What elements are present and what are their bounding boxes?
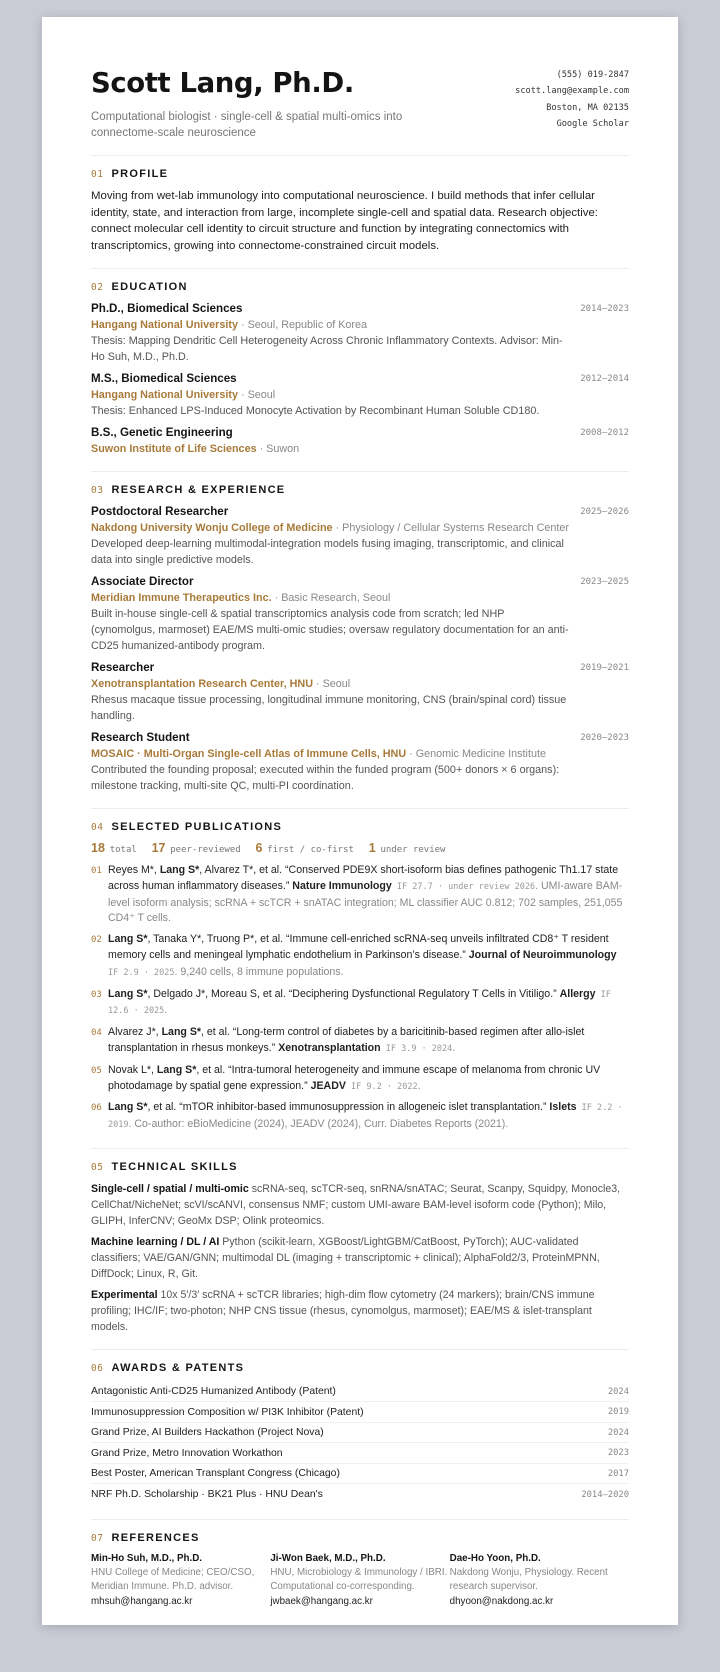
publication-number: 03 [91,989,102,1000]
reference-desc: HNU College of Medicine; CEO/CSO, Meridian Immune. Ph.D. advisor. [91,1567,255,1593]
reference-desc: HNU, Microbiology & Immunology / IBRI. Computational co-corresponding. [270,1567,448,1593]
award-row [91,1382,629,1403]
author-self: Lang S* [161,1026,202,1039]
skill-group [91,1181,629,1229]
stat-label: under review [380,845,446,855]
award-row [91,1402,629,1423]
description: Developed deep-learning multimodal-integration models fusing imaging, transcriptomic, and clinical data into single predictive models. [91,538,564,566]
journal: Allergy [559,987,596,1000]
authors-title: , Tanaka Y*, Truong P*, et al. “Immune cell-enriched scRNA-seq unveils infiltrated CD8⁺ T resident memory cells and meningeal lymphatic endothelium in Parkinson’s disease.” [108,933,609,961]
skill-group [91,1287,629,1335]
award-row [91,1423,629,1444]
date-range: 2019–2021 [580,663,629,673]
section-title: PROFILE [111,168,169,180]
experience-entry [91,504,629,568]
institution: Xenotransplantation Research Center, HNU [91,678,313,690]
section-number: 07 [91,1532,104,1544]
date-range: 2025–2026 [580,507,629,517]
impact-factor: IF 2.2 · 2019 [108,1103,623,1131]
skill-list: scRNA-seq, scTCR-seq, snRNA/snATAC; Seurat, Scanpy, Squidpy, Monocle3, CellChat/NicheNet; scVI/scANVI, consensus NMF; custom UMI-aware BAM-level isoform code (Python); Milo, GLIPH, InferCNV; GeoMx DSP; Olink proteomics. [91,1182,621,1227]
profile-text: Moving from wet-lab immunology into computational neuroscience. I build methods that infer cellular identity, state, and interaction from large, incomplete single-cell and spatial data. Research objective: connect molecular cell identity to circuit structure and function by integrating connectomics with transcriptomics, growing into connectome-constrained circuit models. [91,190,598,252]
person-name: Scott Lang, Ph.D. [91,67,354,99]
reference-card [91,1552,270,1609]
description: Built in-house single-cell & spatial transcriptomics analysis code from scratch; led NHP (cynomolgus, marmoset) EAE/MS multi-omic studies; oversaw regulatory documentation for an anti-CD25 humanized-antibody program. [91,608,569,652]
experience-entry [91,574,629,654]
date-range: 2012–2014 [580,374,629,384]
authors-title: , Delgado J*, Moreau S, et al. “Deciphering Dysfunctional Regulatory T Cells in Vitiligo.” [147,987,560,1000]
phone: (555) 019-2847 [556,70,629,80]
description: Contributed the founding proposal; executed within the funded program (500+ donors × 6 organs): milestone tracking, multi-site QC, multi-PI coordination. [91,764,560,792]
award-name: Grand Prize, Metro Innovation Workathon [91,1447,283,1459]
education-entry [91,371,629,419]
thesis: Thesis: Enhanced LPS-Induced Monocyte Activation by Recombinant Human Soluble CD180. [91,405,540,417]
reference-name: Dae-Ho Yoon, Ph.D. [449,1552,541,1564]
tagline: Computational biologist · single-cell & spatial multi-omics into connectome-scale neuroscience [91,111,403,139]
education-entry [91,425,629,457]
awards-list [91,1382,629,1505]
author-self: Lang S* [108,1101,148,1114]
date-range: 2023–2025 [580,577,629,587]
publication-item [91,1100,629,1134]
role: Postdoctoral Researcher [91,505,229,518]
role: Associate Director [91,575,194,588]
journal: Islets [549,1101,577,1114]
authors-title: , et al. “Long-term control of diabetes by a baricitinib-based regimen after allo-islet transplantation in rhesus monkeys.” [108,1026,585,1054]
section-number: 06 [91,1362,104,1374]
references-section [91,1519,629,1609]
publication-number: 02 [91,935,102,946]
institution-line [91,387,571,403]
degree: B.S., Genetic Engineering [91,426,233,439]
institution: MOSAIC · Multi-Organ Single-cell Atlas of Immune Cells, HNU [91,748,407,760]
impact-factor: IF 2.9 · 2025 [108,967,175,978]
publication-item [91,1063,629,1096]
department: · Genomic Medicine Institute [406,748,546,760]
stat-label: total [109,845,137,855]
authors-pre: Reyes M*, [108,864,160,876]
section-number: 02 [91,282,104,293]
authors-title: , Alvarez T*, et al. “Conserved PDE9X short-isoform bias defines pathogenic Th1.17 state across human inflammatory diseases.” [108,864,619,892]
date-range: 2020–2023 [580,733,629,743]
publications-section [91,808,629,1134]
pub-note: . 9,240 cells, 8 immune populations. [174,965,344,978]
reference-name: Min-Ho Suh, M.D., Ph.D. [91,1552,203,1564]
section-heading [91,168,629,180]
institution: Hangang National University [91,319,238,331]
authors-pre: Alvarez J*, [108,1026,162,1039]
skill-heading: Single-cell / spatial / multi-omic [91,1182,249,1195]
author-self: Lang S* [108,987,148,1000]
impact-factor: IF 9.2 · 2022 [345,1081,418,1092]
department: · Seoul [313,678,351,690]
publication-item [91,1025,629,1058]
award-date: 2017 [607,1468,629,1479]
education-entry [91,301,629,365]
journal: Xenotransplantation [278,1041,381,1054]
stat-label: peer-reviewed [170,845,241,855]
section-title: TECHNICAL SKILLS [111,1160,238,1173]
section-number: 04 [91,822,104,833]
institution: Hangang National University [91,389,238,401]
stat-value: 18 [91,841,105,855]
pub-note: . [164,1004,168,1017]
references-list [91,1552,629,1609]
resume-header [91,67,629,141]
stat-label: first / co-first [267,845,354,855]
impact-factor: IF 12.6 · 2025 [108,989,611,1017]
reference-name: Ji-Won Baek, M.D., Ph.D. [270,1552,386,1564]
award-name: NRF Ph.D. Scholarship · BK21 Plus · HNU Dean's [91,1489,323,1501]
award-row [91,1464,629,1485]
role: Researcher [91,661,155,674]
stat-value: 1 [368,841,376,855]
publication-number: 04 [91,1028,102,1039]
publication-item [91,863,629,927]
date-range: 2014–2023 [580,304,629,314]
contact-block [515,67,629,141]
section-heading [91,1362,629,1374]
stat-value: 17 [151,841,166,855]
google-scholar-link[interactable]: Google Scholar [556,119,629,130]
profile-section [91,155,629,254]
resume-page [42,17,678,1625]
award-name: Best Poster, American Transplant Congress (Chicago) [91,1468,340,1480]
skill-list: Python (scikit-learn, XGBoost/LightGBM/CatBoost, PyTorch); AUC-validated classifiers; VAE/GAN/GNN; multimodal DL (imaging + transcriptomic + clinical); AlphaFold2/3, ProteinMPNN, DiffDock; Linux, R, Git. [91,1235,600,1280]
location: Boston, MA 02135 [546,102,629,113]
section-number: 05 [91,1161,104,1173]
award-date: 2024 [607,1427,629,1438]
authors-title: , et al. “mTOR inhibitor-based immunosuppression in allogeneic islet transplantation.” [147,1101,550,1114]
description: Rhesus macaque tissue processing, longitudinal immune monitoring, CNS (brain/spinal cord) tissue handling. [91,694,567,722]
institution-line [91,441,571,457]
author-self: Lang S* [108,933,148,946]
institution: Meridian Immune Therapeutics Inc. [91,592,272,604]
journal: Nature Immunology [292,879,392,892]
institution-line [91,317,571,333]
reference-card [270,1552,449,1609]
section-heading [91,281,629,293]
awards-section [91,1349,629,1505]
reference-email[interactable]: dhyoon@nakdong.ac.kr [449,1595,554,1607]
location: · Suwon [256,443,300,455]
skill-heading: Machine learning / DL / AI [91,1235,220,1248]
skill-list: 10x 5′/3′ scRNA + scTCR libraries; high-dim flow cytometry (24 markers); brain/CNS immune profiling; IHC/IF; two-photon; NHP CNS tissue (rhesus, cynomolgus, marmoset); EAE/MS & islet-transplant models. [91,1288,595,1333]
reference-email[interactable]: mhsuh@hangang.ac.kr [91,1595,193,1607]
reference-card [450,1552,629,1609]
skills-section [91,1148,629,1335]
degree: Ph.D., Biomedical Sciences [91,302,243,315]
date-range: 2008–2012 [580,428,629,438]
section-title: EDUCATION [111,281,188,293]
award-date: 2019 [607,1407,629,1418]
location: · Seoul, Republic of Korea [238,319,368,331]
name-block [91,67,421,141]
section-title: REFERENCES [111,1531,200,1544]
publication-item [91,987,629,1021]
location: · Seoul [238,389,276,401]
pub-note: . UMI-aware BAM-level isoform analysis; scRNA + scTCR + snATAC integration; ML classifier AUC 0.812; 702 samples, 251,055 CD4⁺ T cells. [108,879,623,925]
authors-pre: Novak L*, [108,1063,157,1076]
section-heading [91,484,629,496]
experience-entry [91,730,629,794]
impact-factor: IF 27.7 · under review 2026 [391,881,536,892]
section-heading [91,821,629,833]
reference-email[interactable]: jwbaek@hangang.ac.kr [270,1595,373,1607]
experience-entry [91,660,629,724]
skill-heading: Experimental [91,1288,158,1301]
award-row [91,1484,629,1505]
institution-line [91,590,571,606]
section-number: 03 [91,485,104,496]
award-name: Grand Prize, AI Builders Hackathon (Project Nova) [91,1427,324,1439]
award-row [91,1443,629,1464]
author-self: Lang S* [156,1063,197,1076]
research-section [91,471,629,794]
publication-stats [91,841,629,855]
publication-number: 01 [91,866,102,876]
section-title: AWARDS & PATENTS [111,1361,245,1374]
stat-value: 6 [255,841,263,855]
authors-title: , et al. “Intra-tumoral heterogeneity and immune escape of melanoma from chronic UV photodamage by spatial gene expression.” [108,1063,601,1092]
reference-desc: Nakdong Wonju, Physiology. Recent research supervisor. [449,1567,608,1593]
department: · Physiology / Cellular Systems Research Center [332,522,569,534]
pub-note: . [452,1041,456,1054]
publication-number: 06 [91,1103,102,1114]
skill-group [91,1234,629,1282]
department: · Basic Research, Seoul [271,592,391,604]
pub-note: . [417,1079,421,1092]
education-section [91,268,629,457]
role: Research Student [91,731,190,744]
section-heading [91,1532,629,1544]
institution: Suwon Institute of Life Sciences [91,443,257,455]
institution-line [91,520,571,536]
institution-line [91,746,571,762]
journal: Journal of Neuroimmunology [468,948,617,961]
journal: JEADV [310,1079,346,1092]
section-title: SELECTED PUBLICATIONS [111,821,283,833]
award-date: 2024 [607,1386,629,1397]
pub-note: . Co-author: eBioMedicine (2024), JEADV (2024), Curr. Diabetes Reports (2021). [128,1118,509,1131]
publication-item [91,932,629,981]
institution-line [91,676,571,692]
institution: Nakdong University Wonju College of Medicine [91,522,333,534]
section-heading [91,1161,629,1173]
award-name: Antagonistic Anti-CD25 Humanized Antibody (Patent) [91,1386,336,1398]
author-self: Lang S* [159,864,200,876]
thesis: Thesis: Mapping Dendritic Cell Heterogeneity Across Chronic Inflammatory Contexts. Advisor: Min-Ho Suh, M.D., Ph.D. [91,335,563,363]
impact-factor: IF 3.9 · 2024 [380,1043,453,1054]
section-title: RESEARCH & EXPERIENCE [111,484,286,496]
degree: M.S., Biomedical Sciences [91,372,237,385]
award-date: 2014–2020 [581,1489,629,1500]
email-link[interactable]: scott.lang@example.com [515,86,629,97]
section-number: 01 [91,169,104,180]
publication-number: 05 [91,1065,102,1076]
award-date: 2023 [607,1448,629,1459]
award-name: Immunosuppression Composition w/ PI3K Inhibitor (Patent) [91,1406,364,1418]
